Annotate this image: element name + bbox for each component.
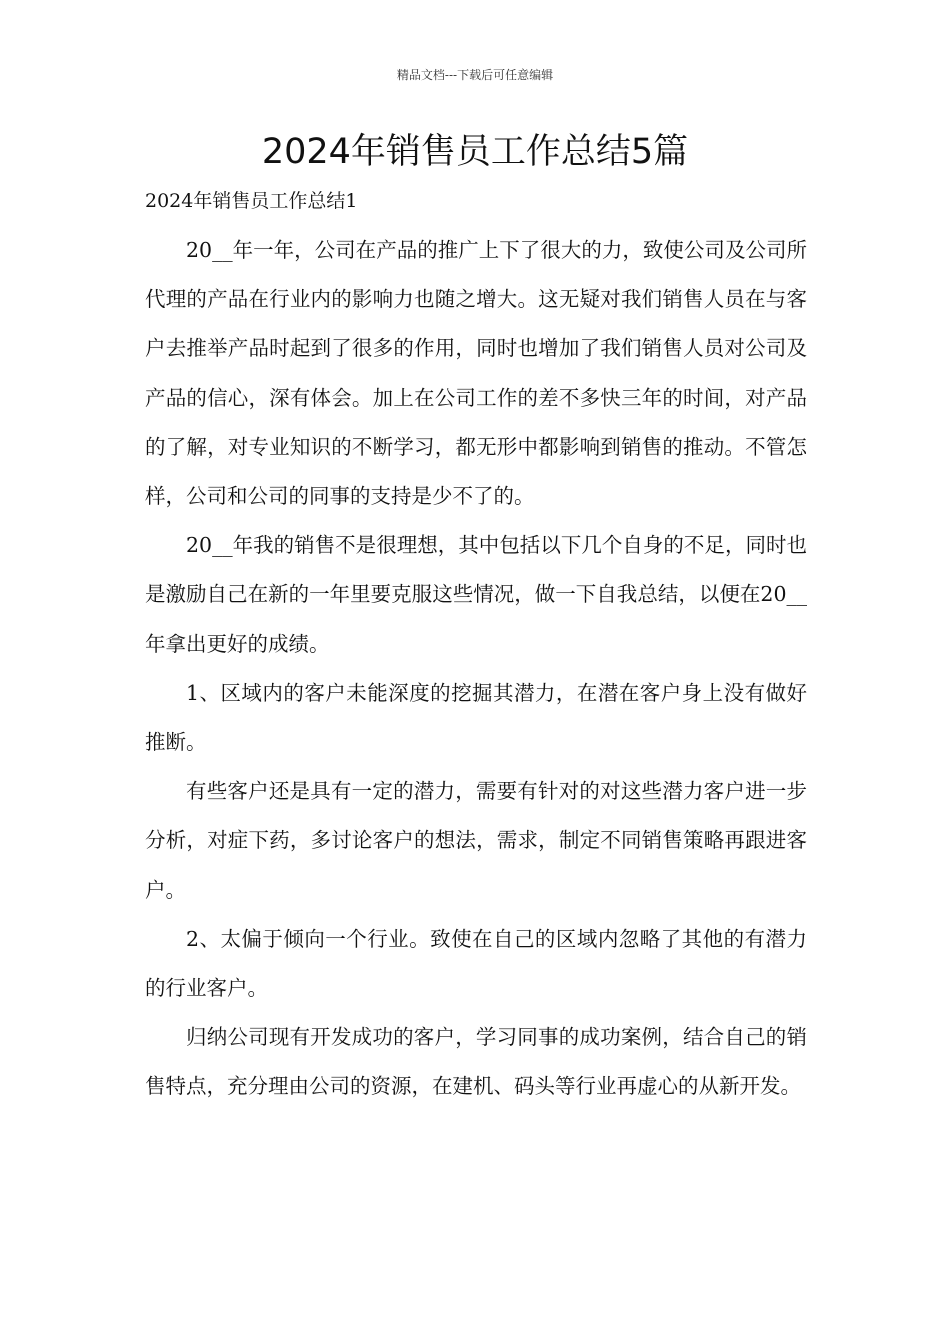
document-body bbox=[145, 226, 807, 1112]
document-title: 2024年销售员工作总结5篇 bbox=[261, 132, 689, 172]
paragraph: 有些客户还是具有一定的潜力，需要有针对的对这些潜力客户进一步分析，对症下药，多讨论客户的想法，需求，制定不同销售策略再跟进客户。 bbox=[145, 779, 807, 902]
paragraph: 归纳公司现有开发成功的客户，学习同事的成功案例，结合自己的销售特点，充分理由公司的资源，在建机、码头等行业再虚心的从新开发。 bbox=[145, 1025, 807, 1099]
section-heading: 2024年销售员工作总结1 bbox=[145, 190, 358, 212]
paragraph: 20__年一年，公司在产品的推广上下了很大的力，致使公司及公司所代理的产品在行业内的影响力也随之增大。这无疑对我们销售人员在与客户去推举产品时起到了很多的作用，同时也增加了我们销售人员对公司及产品的信心，深有体会。加上在公司工作的差不多快三年的时间，对产品的了解，对专业知识的不断学习，都无形中都影响到销售的推动。不管怎样，公司和公司的同事的支持是少不了的。 bbox=[145, 238, 807, 509]
page-header-note: 精品文档---下载后可任意编辑 bbox=[396, 68, 554, 82]
paragraph: 1、区域内的客户未能深度的挖掘其潜力，在潜在客户身上没有做好推断。 bbox=[145, 680, 807, 755]
paragraph: 2、太偏于倾向一个行业。致使在自己的区域内忽略了其他的有潜力的行业客户。 bbox=[145, 926, 807, 1001]
paragraph: 20__年我的销售不是很理想，其中包括以下几个自身的不足，同时也是激励自己在新的一年里要克服这些情况，做一下自我总结，以便在20__年拿出更好的成绩。 bbox=[145, 533, 807, 656]
